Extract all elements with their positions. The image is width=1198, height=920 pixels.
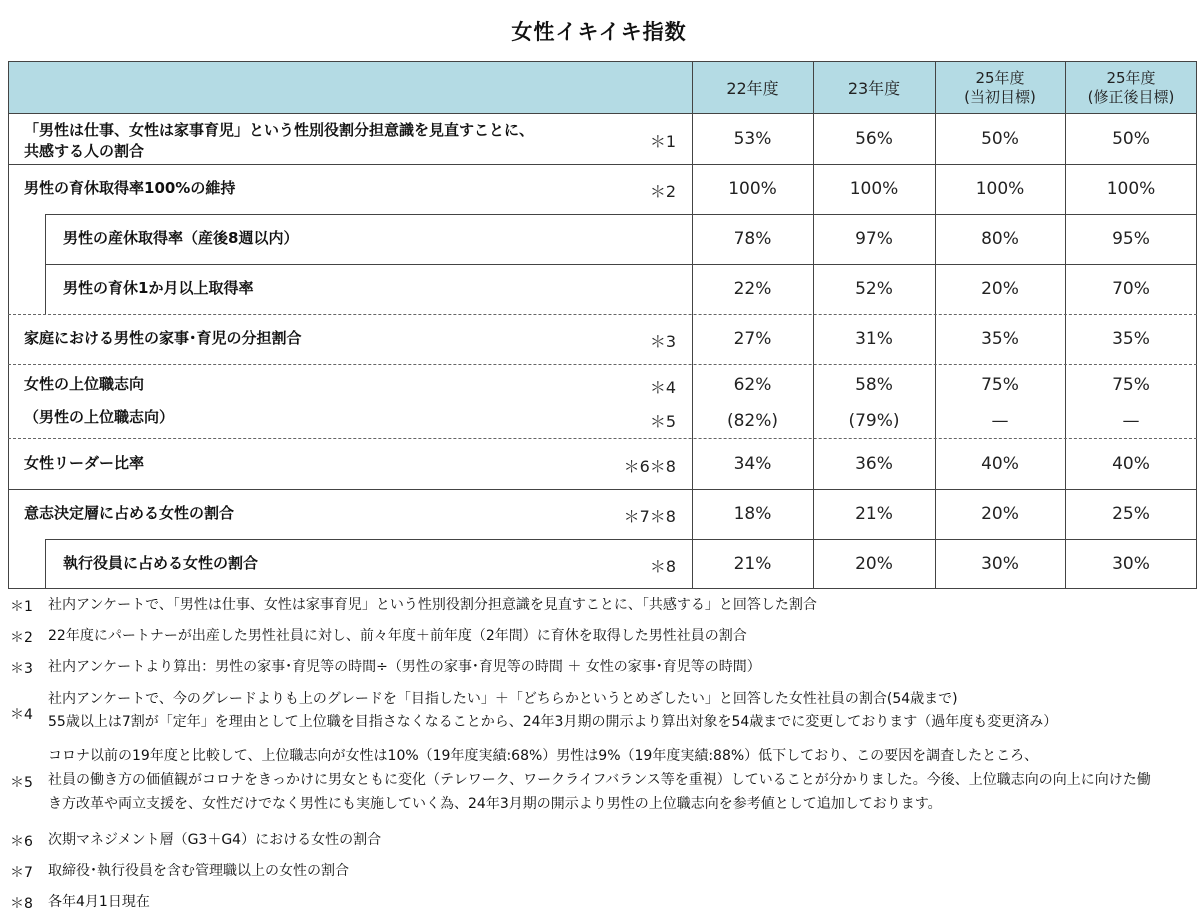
footnote-text: 55歳以上は7割が「定年」を理由として上位職を目指さなくなることから、24年3月期の開示より算出対象を54歳までに変更しております（過年度も変更済み） [48,714,1058,730]
table-cell: 35% [981,329,1019,349]
table-cell: (79%) [848,411,900,431]
footnote-text: 社員の働き方の価値観がコロナをきっかけに男女ともに変化（テレワーク、ワークライフバランス等を重視）していることが分かりました。今後、上位職志向の向上に向けた働 [48,772,1151,788]
footnote-text: 社内アンケートより算出：男性の家事･育児等の時間÷（男性の家事･育児等の時間 ＋ 女性の家事･育児等の時間） [48,659,761,675]
table-cell: 27% [733,329,772,349]
row-label: 家庭における男性の家事･育児の分担割合 [24,329,302,347]
table-cell: 22% [733,279,772,299]
footnote-text: 社内アンケートで、「男性は仕事、女性は家事育児」という性別役割分担意識を見直すことに、「共感する」と回答した割合 [48,597,817,613]
table-cell: 97% [855,229,893,249]
table-cell: 31% [855,329,893,349]
header-25-initial [935,61,1065,114]
row-label: 共感する人の割合 [24,142,145,160]
row-label: 男性の育休取得率100%の維持 [24,179,236,197]
table-cell: 52% [855,279,893,299]
footnote-text: 各年4月1日現在 [48,894,150,910]
footnote-mark: ＊1 [10,599,33,615]
footnote-mark: ＊6 [10,834,33,850]
row-label: 「男性は仕事、女性は家事育児」という性別役割分担意識を見直すことに、 [24,121,535,139]
footnote-text: 社内アンケートで、今のグレードよりも上のグレードを「目指したい」＋「どちらかというとめざしたい」と回答した女性社員の割合(54歳まで) [48,691,958,707]
footnote-mark: ＊7 [10,865,33,881]
table-cell: 53% [733,129,772,149]
footnote-mark: ＊2 [10,630,33,646]
row-divider-dashed [8,364,1197,365]
header-25-revised-line2: (修正後目標) [1087,87,1175,106]
footnote-mark: ＊8 [10,896,33,912]
table-cell: 18% [733,504,772,524]
table-cell: 25% [1112,504,1150,524]
row-mark: ＊2 [649,182,676,201]
row-label: 男性の産休取得率（産後8週以内） [63,229,299,247]
row-label: 意志決定層に占める女性の割合 [24,504,235,522]
table-cell: — [991,411,1009,431]
header-25-initial-line2: (当初目標) [964,87,1036,106]
header-25-revised-line1: 25年度 [1106,68,1156,87]
row-mark: ＊4 [649,378,676,397]
table-cell: 21% [733,554,772,574]
table-cell: 100% [1106,179,1156,199]
row-mark: ＊8 [649,557,676,576]
table-cell: 30% [1112,554,1150,574]
table-cell: 100% [975,179,1025,199]
table-cell: 40% [981,453,1019,474]
table-cell: 34% [733,453,772,474]
table-cell: 80% [981,229,1019,249]
table-cell: (82%) [726,411,779,431]
table-cell: 58% [855,375,893,395]
footnote-text: き方改革や両立支援を、女性だけでなく男性にも実施していく為、24年3月期の開示より男性の上位職志向を参考値として追加しております。 [48,796,942,812]
table-cell: 50% [1112,129,1150,149]
table-cell: 70% [1112,279,1150,299]
row-label: 女性リーダー比率 [24,454,145,472]
footnote-mark: ＊4 [10,707,33,723]
footnote-text: 取締役･執行役員を含む管理職以上の女性の割合 [48,863,349,879]
header-22: 22年度 [726,79,779,98]
footnote-text: コロナ以前の19年度と比較して、上位職志向が女性は10%（19年度実績:68%）男性は9%（19年度実績:88%）低下しており、この要因を調査したところ、 [48,748,1039,764]
table-cell: 35% [1112,329,1150,349]
indent-divider [45,539,46,589]
footnote-text: 22年度にパートナーが出産した男性社員に対し、前々年度＋前年度（2年間）に育休を取得した男性社員の割合 [48,628,747,644]
row-mark: ＊3 [649,332,676,351]
footnote-text: 次期マネジメント層（G3＋G4）における女性の割合 [48,832,382,848]
footnote-mark: ＊3 [10,661,33,677]
table-cell: 50% [981,129,1019,149]
table-cell: 56% [855,129,893,149]
table-cell: 20% [855,554,893,574]
page-title: 女性イキイキ指数 [511,20,687,44]
table-cell: 62% [733,375,772,395]
header-25-revised [1065,61,1197,114]
table-cell: 100% [849,179,899,199]
table-cell: 78% [733,229,772,249]
row-mark: ＊6＊8 [623,457,676,476]
row-mark: ＊7＊8 [623,507,676,526]
table-cell: 20% [981,504,1019,524]
table-cell: 75% [1112,375,1150,395]
table-cell: 21% [855,504,893,524]
table-cell: — [1122,411,1140,431]
footnote-mark: ＊5 [10,775,33,791]
table-cell: 75% [981,375,1019,395]
table-cell: 95% [1112,229,1150,249]
table-cell: 100% [728,179,777,199]
table-cell: 30% [981,554,1019,574]
header-23: 23年度 [847,79,901,98]
table-cell: 36% [855,453,893,474]
header-25-initial-line1: 25年度 [975,68,1025,87]
row-label: （男性の上位職志向） [24,408,175,426]
table-cell: 20% [981,279,1019,299]
row-label: 男性の育休1か月以上取得率 [63,279,254,297]
table-cell: 40% [1112,453,1150,474]
row-label: 女性の上位職志向 [24,375,145,393]
row-label: 執行役員に占める女性の割合 [63,554,259,572]
row-mark: ＊5 [649,412,676,431]
row-mark: ＊1 [649,132,676,151]
